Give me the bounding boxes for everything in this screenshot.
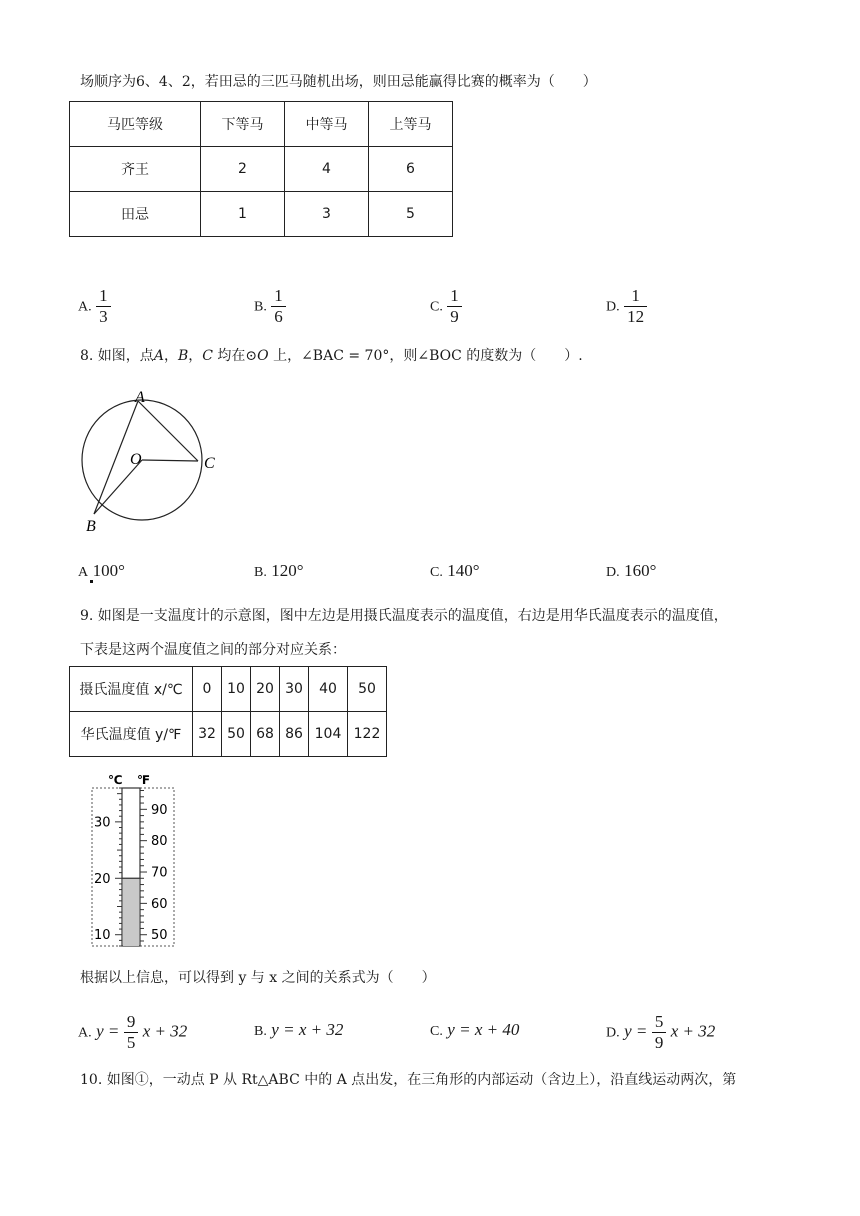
table-cell: 122 (348, 712, 387, 757)
table-header-cell: 马匹等级 (70, 102, 201, 147)
table-row (70, 102, 453, 147)
q7-option-d[interactable] (606, 286, 647, 327)
q9-table (69, 666, 387, 757)
denominator: 3 (96, 306, 111, 327)
q8-option-c[interactable] (430, 561, 480, 581)
table-cell: 6 (369, 147, 453, 192)
celsius-tick-label: 20 (94, 871, 111, 887)
q8-center-o: O (257, 348, 269, 364)
option-label: B. (254, 299, 267, 315)
table-cell: 20 (251, 667, 280, 712)
option-label: B. (254, 1024, 267, 1039)
option-value: 100° (92, 561, 125, 580)
q8-sep: ， (188, 348, 203, 364)
fahrenheit-ticks (140, 791, 147, 941)
table-row (70, 712, 387, 757)
table-cell: 3 (285, 192, 369, 237)
option-label: C. (430, 299, 443, 315)
label-o: O (130, 451, 142, 468)
fahrenheit-unit: ℉ (137, 773, 151, 787)
thermometer-fill (123, 878, 139, 946)
table-cell: 40 (309, 667, 348, 712)
equation-part: x + 32 (670, 1021, 716, 1041)
table-cell: 30 (280, 667, 309, 712)
table-cell: 2 (201, 147, 285, 192)
fahrenheit-tick-label: 80 (151, 834, 168, 850)
denominator: 5 (124, 1032, 139, 1053)
table-cell: 86 (280, 712, 309, 757)
numerator: 5 (654, 1012, 664, 1031)
numerator: 1 (274, 286, 283, 305)
denominator: 9 (447, 306, 462, 327)
table-cell: 104 (309, 712, 348, 757)
numerator: 9 (126, 1012, 136, 1031)
q7-option-b[interactable] (254, 286, 286, 327)
q10-stem: 10. 如图①，一动点 P 从 Rt△ABC 中的 A 点出发，在三角形的内部运动（含边上），沿直线运动两次，第 (80, 1072, 737, 1088)
fahrenheit-tick-label: 50 (151, 928, 168, 944)
q7-option-a[interactable] (78, 286, 111, 327)
table-cell: 5 (369, 192, 453, 237)
label-c: C (204, 455, 215, 472)
option-label: D. (606, 1025, 620, 1041)
table-cell: 齐王 (70, 147, 201, 192)
equation: y = x + 32 (271, 1020, 344, 1039)
equation-part: y = (624, 1021, 648, 1041)
table-cell: 0 (193, 667, 222, 712)
q7-option-c[interactable] (430, 286, 462, 327)
q8-option-d[interactable] (606, 561, 656, 581)
q8-stem-text: 8. 如图，点 (80, 348, 154, 364)
q8-point-a: A (153, 348, 164, 364)
q8-point-b: B (177, 348, 189, 364)
celsius-ticks (115, 788, 122, 946)
denominator: 6 (271, 306, 286, 327)
numerator: 1 (99, 286, 108, 305)
q8-stem (80, 346, 583, 366)
label-b: B (86, 518, 96, 535)
table-header-cell: 上等马 (369, 102, 453, 147)
option-label: A. (78, 299, 92, 315)
fraction (447, 286, 462, 327)
q9-option-b[interactable] (254, 1020, 343, 1040)
q9-option-d[interactable] (606, 1012, 715, 1053)
option-label: B. (254, 565, 267, 580)
q8-option-a[interactable] (78, 561, 125, 581)
equation-part: x + 32 (142, 1021, 188, 1041)
q8-circle-figure (72, 384, 232, 540)
segment-ob (94, 460, 142, 514)
q9-stem-line2: 下表是这两个温度值之间的部分对应关系： (80, 642, 346, 658)
q8-stem-text: 上，∠BAC = 70°，则∠BOC 的度数为（ ）. (268, 348, 583, 364)
table-header-cell: 摄氏温度值 x/℃ (70, 667, 193, 712)
fraction (652, 1012, 667, 1053)
celsius-unit: ℃ (108, 773, 123, 787)
option-label: C. (430, 1024, 443, 1039)
table-row (70, 192, 453, 237)
q7-intro: 场顺序为6、4、2，若田忌的三匹马随机出场，则田忌能赢得比赛的概率为（ ） (80, 74, 597, 90)
table-header-cell: 下等马 (201, 102, 285, 147)
option-label: A (78, 565, 89, 580)
table-cell: 50 (222, 712, 251, 757)
option-label: D. (606, 565, 620, 580)
table-cell: 1 (201, 192, 285, 237)
segment-oc (142, 460, 198, 461)
denominator: 12 (624, 306, 647, 327)
fahrenheit-tick-label: 70 (151, 865, 168, 881)
q8-sep: ， (163, 348, 178, 364)
option-label: D. (606, 299, 620, 315)
q8-stem-text: 均在⊙ (212, 348, 258, 364)
segment-ac (138, 401, 198, 461)
table-cell: 68 (251, 712, 280, 757)
equation: y = x + 40 (447, 1020, 520, 1039)
q9-stem-line1: 9. 如图是一支温度计的示意图，图中左边是用摄氏温度表示的温度值，右边是用华氏温度表示的温度值， (80, 608, 728, 624)
fraction (271, 286, 286, 327)
table-header-cell: 华氏温度值 y/℉ (70, 712, 193, 757)
thermometer-figure (88, 770, 180, 950)
option-label: C. (430, 565, 443, 580)
table-cell: 10 (222, 667, 251, 712)
q9-question: 根据以上信息，可以得到 y 与 x 之间的关系式为（ ） (80, 970, 436, 986)
q8-option-b[interactable] (254, 561, 304, 581)
fraction (96, 286, 111, 327)
option-value: 120° (271, 561, 304, 580)
q9-option-a[interactable] (78, 1012, 187, 1053)
table-cell: 50 (348, 667, 387, 712)
celsius-tick-label: 10 (94, 928, 111, 944)
equation-part: y = (96, 1021, 120, 1041)
q8-point-c: C (202, 348, 213, 364)
table-row (70, 147, 453, 192)
table-cell: 32 (193, 712, 222, 757)
fahrenheit-tick-label: 60 (151, 896, 168, 912)
label-a: A (135, 389, 145, 406)
table-row (70, 667, 387, 712)
celsius-tick-label: 30 (94, 815, 111, 831)
option-label: A. (78, 1025, 92, 1041)
numerator: 1 (631, 286, 640, 305)
denominator: 9 (652, 1032, 667, 1053)
table-cell: 田忌 (70, 192, 201, 237)
numerator: 1 (450, 286, 459, 305)
option-value: 140° (447, 561, 480, 580)
fraction (624, 286, 647, 327)
fraction (124, 1012, 139, 1053)
q7-table (69, 101, 453, 237)
fahrenheit-tick-label: 90 (151, 802, 168, 818)
table-header-cell: 中等马 (285, 102, 369, 147)
dot-mark (90, 580, 93, 583)
q9-option-c[interactable] (430, 1020, 519, 1040)
table-cell: 4 (285, 147, 369, 192)
option-value: 160° (624, 561, 657, 580)
